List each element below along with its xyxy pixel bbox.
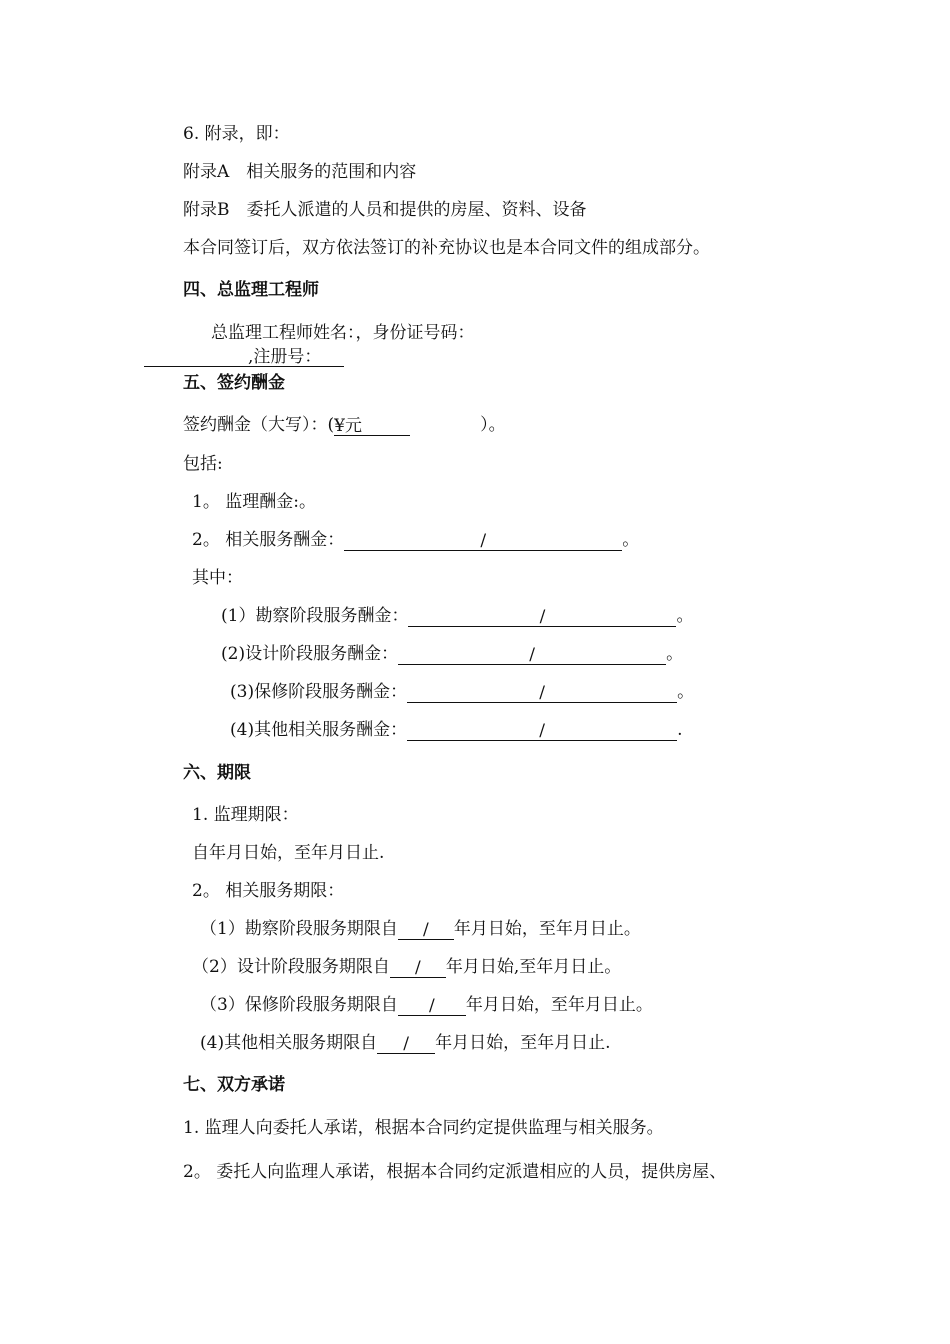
appendix-item: 6. 附录，即： — [183, 124, 290, 144]
among-label: 其中： — [192, 568, 243, 588]
section-6-title: 六、期限 — [183, 763, 251, 783]
supervisor-promise: 1. 监理人向委托人承诺，根据本合同约定提供监理与相关服务。 — [183, 1118, 664, 1138]
includes-label: 包括: — [183, 454, 223, 474]
section-4-title: 四、总监理工程师 — [183, 280, 319, 300]
warranty-period-suffix: 年月日始，至年月日止。 — [465, 995, 653, 1015]
survey-period-suffix: 年月日始，至年月日止。 — [453, 919, 641, 939]
other-fee-field: / — [407, 720, 677, 741]
reg-label: ,注册号： — [248, 347, 322, 367]
design-fee-field: / — [398, 644, 666, 665]
supervision-period-text: 自年月日始，至年月日止. — [192, 843, 385, 863]
design-period-suffix: 年月日始,至年月日止。 — [445, 957, 622, 977]
other-period-line — [200, 1032, 611, 1054]
warranty-period-prefix: （3）保修阶段服务期限自 — [200, 995, 398, 1015]
warranty-fee-label: (3)保修阶段服务酬金： — [230, 682, 408, 702]
design-period-prefix: （2）设计阶段服务期限自 — [192, 957, 390, 977]
other-period-field: / — [377, 1033, 435, 1054]
survey-period-prefix: （1）勘察阶段服务期限自 — [200, 919, 398, 939]
design-fee-line — [221, 643, 683, 665]
design-fee-label: (2)设计阶段服务酬金： — [221, 644, 399, 664]
other-fee-end: . — [677, 720, 683, 740]
other-fee-line — [230, 719, 683, 741]
survey-period-field: / — [398, 919, 454, 940]
fee-amount-line — [183, 414, 506, 436]
client-promise: 2。 委托人向监理人承诺，根据本合同约定派遣相应的人员，提供房屋、 — [183, 1162, 727, 1182]
warranty-fee-end: 。 — [677, 682, 695, 702]
service-fee-field: / — [344, 530, 622, 551]
fee-amount-suffix: ）。 — [480, 415, 506, 435]
supplement-note: 本合同签订后，双方依法签订的补充协议也是本合同文件的组成部分。 — [183, 238, 710, 258]
section-7-title: 七、双方承诺 — [183, 1075, 285, 1095]
warranty-fee-line — [230, 681, 694, 703]
appendix-a: 附录A 相关服务的范围和内容 — [183, 162, 417, 182]
section-5-title: 五、签约酬金 — [183, 373, 285, 393]
service-period: 2。 相关服务期限： — [192, 881, 345, 901]
service-fee-line — [192, 529, 639, 551]
other-period-prefix: (4)其他相关服务期限自 — [200, 1033, 378, 1053]
warranty-period-field: / — [398, 995, 466, 1016]
supervision-period: 1. 监理期限： — [192, 805, 299, 825]
survey-fee-label: (1）勘察阶段服务酬金： — [221, 606, 409, 626]
service-fee-label: 2。 相关服务酬金： — [192, 530, 345, 550]
survey-period-line — [200, 918, 641, 940]
warranty-fee-field: / — [407, 682, 677, 703]
service-fee-end: 。 — [622, 530, 640, 550]
design-period-field: / — [390, 957, 446, 978]
warranty-period-line — [200, 994, 653, 1016]
other-period-suffix: 年月日始，至年月日止. — [435, 1033, 611, 1053]
fee-amount-prefix: 签约酬金（大写）：( — [183, 415, 335, 435]
fee-amount-field: ¥元 — [334, 415, 410, 436]
design-period-line — [192, 956, 621, 978]
chief-engineer-reg — [144, 346, 344, 367]
design-fee-end: 。 — [666, 644, 684, 664]
survey-fee-line — [221, 605, 693, 627]
appendix-b: 附录B 委托人派遣的人员和提供的房屋、资料、设备 — [183, 200, 587, 220]
survey-fee-end: 。 — [676, 606, 694, 626]
survey-fee-field: / — [408, 606, 676, 627]
chief-engineer-line: 总监理工程师姓名：，身份证号码： — [211, 323, 475, 343]
supervision-fee: 1。 监理酬金:。 — [192, 492, 316, 512]
other-fee-label: (4)其他相关服务酬金： — [230, 720, 408, 740]
